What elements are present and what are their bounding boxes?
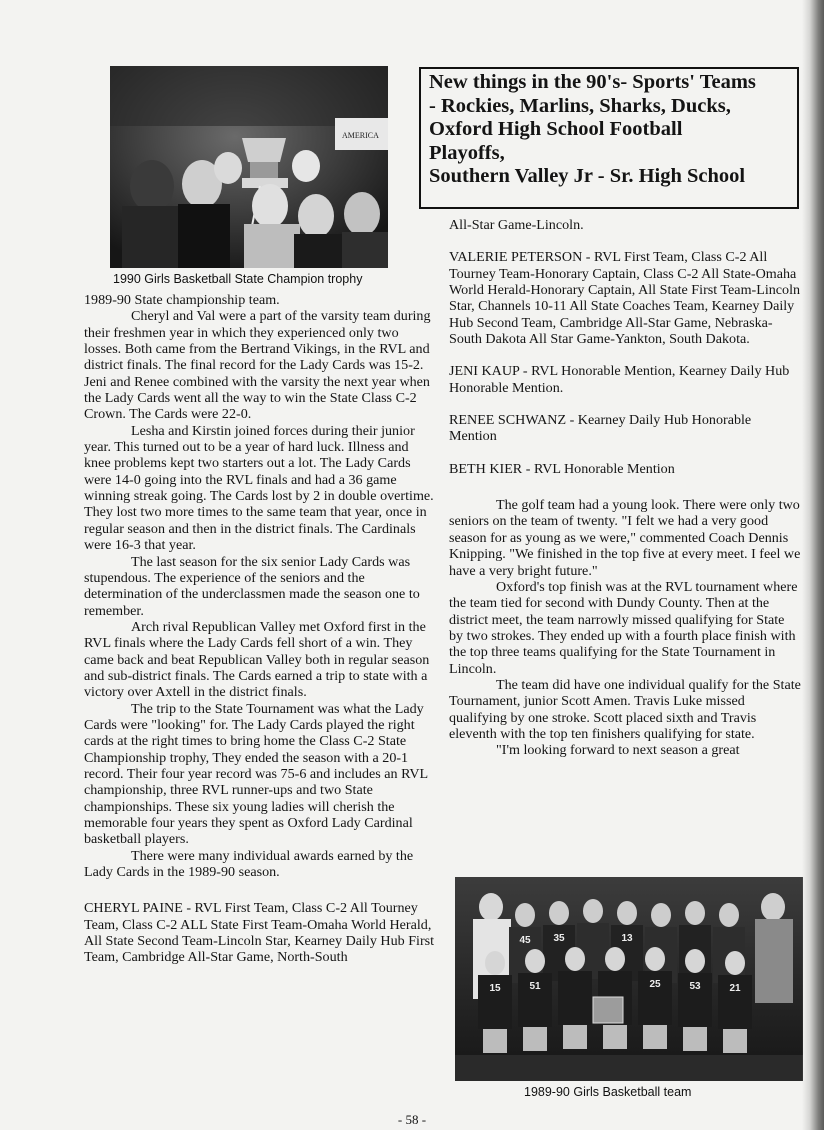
- trophy-photo: [110, 66, 388, 268]
- player-legs: [643, 1025, 667, 1049]
- player-head: [565, 947, 585, 971]
- award-paragraph: VALERIE PETERSON - RVL First Team, Class C-2 All Tourney Team-Honorary Captain, Class C-2 All State-Omaha World Herald-Honorary Captain, All State First Team-Lincoln Star, Channels 10-11 All State Coaches Team, Kearney Daily Hub Second Team, Cambridge All-Star Game, Nebraska-South Dakota All Star Game-Yankton, South Dakota.: [449, 249, 801, 348]
- player-head: [549, 901, 569, 925]
- jersey-number: 21: [729, 983, 741, 994]
- headline-line: - Rockies, Marlins, Sharks, Ducks,: [429, 94, 731, 117]
- jersey-number: 35: [553, 933, 565, 944]
- award-paragraph: RENEE SCHWANZ - Kearney Daily Hub Honorable Mention: [449, 412, 752, 445]
- player-head: [725, 951, 745, 975]
- paragraph: Cheryl and Val were a part of the varsity team during their freshmen year in which they experienced only two losses. Both came from the Bertrand Vikings, in the RVL and district finals. The final record for the Lady Cards was 15-2. Jeni and Renee combined with the varsity the next year when the Lady Cards went all the way to win the State Class C-2 Crown. The Cards were 22-0.: [84, 308, 431, 423]
- paragraph: The last season for the six senior Lady Cards was stupendous. The experience of the seniors and the determination of the underclassmen made the season one to remember.: [84, 553, 420, 619]
- headline-line: Southern Valley Jr - Sr. High School: [429, 165, 746, 187]
- paragraph: 1989-90 State championship team.: [84, 292, 280, 308]
- trophy-photo-caption: 1990 Girls Basketball State Champion trophy: [113, 272, 363, 286]
- paragraph: The team did have one individual qualify for the State Tournament, junior Scott Amen. Travis Luke missed qualifying by one stroke. Scott placed sixth and Travis eleventh with the top ten finishers qualifying for state.: [449, 676, 801, 742]
- player-legs: [523, 1027, 547, 1051]
- player-jersey: [558, 971, 592, 1025]
- player-head: [645, 947, 665, 971]
- page-number: - 58 -: [397, 1112, 427, 1127]
- player-head: [685, 949, 705, 973]
- jersey-number: 53: [689, 981, 701, 992]
- jersey-number: 45: [519, 935, 531, 946]
- award-paragraph: BETH KIER - RVL Honorable Mention: [449, 460, 675, 477]
- player-head: [617, 901, 637, 925]
- paragraph: Arch rival Republican Valley met Oxford first in the RVL finals where the Lady Cards fell short of a win. They came back and beat Republican Valley both in regular season and sub-district finals. The Cards earned a trip to state with a victory over Axtell in the district finals.: [84, 618, 430, 701]
- player-legs: [483, 1029, 507, 1053]
- jersey-number: 25: [649, 979, 661, 990]
- team-photo-caption: 1989-90 Girls Basketball team: [524, 1085, 692, 1099]
- player-legs: [683, 1027, 707, 1051]
- headline-line: New things in the 90's- Sports' Teams: [429, 71, 756, 93]
- jersey-number: 15: [489, 983, 501, 994]
- banner-sign-text: AMERICA: [342, 131, 379, 140]
- player-legs: [723, 1029, 747, 1053]
- team-photo: [455, 877, 803, 1081]
- jersey-number: 13: [621, 933, 633, 944]
- jersey-number: 51: [529, 981, 541, 992]
- player-head: [605, 947, 625, 971]
- headline-box: [419, 67, 799, 209]
- player-head: [525, 949, 545, 973]
- player-legs: [603, 1025, 627, 1049]
- award-paragraph: CHERYL PAINE - RVL First Team, Class C-2 All Tourney Team, Class C-2 ALL State First Team-Omaha World Herald, All State Second Team-Lincoln Star, Kearney Daily Hub First Team, Cambridge All-Star Game, North-South: [84, 900, 435, 966]
- paragraph: "I'm looking forward to next season a great: [496, 742, 740, 759]
- headline-line: Oxford High School Football: [429, 118, 683, 140]
- player-head: [651, 903, 671, 927]
- headline-line: Playoffs,: [429, 141, 505, 164]
- paragraph: The trip to the State Tournament was what the Lady Cards were "looking" for. The Lady Cards played the right cards at the right times to bring home the Class C-2 State Championship trophy, They ended the season with a 20-1 record. Their four year record was 75-6 and includes an RVL championship, three RVL runner-ups and two State championships. These six young ladies will cherish the memorable four years they spent as Oxford Lady Cardinal basketball players.: [84, 700, 428, 848]
- right-column: [449, 217, 801, 759]
- paragraph: Oxford's top finish was at the RVL tournament where the team tied for second with Dundy County. Then at the district meet, the team narrowly missed qualifying for State by two strokes. They ended up with a fourth place finish with the top three teams qualifying for the State Tournament in Lincoln.: [449, 578, 798, 677]
- player-head: [515, 903, 535, 927]
- player-head: [719, 903, 739, 927]
- page-edge-shadow: [802, 0, 824, 1130]
- paragraph: There were many individual awards earned by the Lady Cards in the 1989-90 season.: [84, 847, 414, 881]
- player-head: [583, 899, 603, 923]
- paragraph: All-Star Game-Lincoln.: [449, 217, 584, 233]
- player-legs: [563, 1025, 587, 1049]
- player-head: [485, 951, 505, 975]
- left-column: [84, 292, 436, 966]
- paragraph: The golf team had a young look. There were only two seniors on the team of twenty. "I felt we had a very good season for as young as we were," commented Coach Dennis Knipping. "We finished in the top five at every meet. I feel we have a very bright future.": [449, 497, 801, 579]
- paragraph: Lesha and Kirstin joined forces during their junior year. This turned out to be a year of hard luck. Illness and knee problems kept two starters out a lot. The Lady Cards were 14-0 going into the RVL finals and had a 36 game winning streak going. The Cards lost by 2 in double overtime. They lost two more times to the same team that year, once in regular season and then in the district finals. The Cardinals were 16-3 that year.: [84, 422, 434, 554]
- award-paragraph: JENI KAUP - RVL Honorable Mention, Kearney Daily Hub Honorable Mention.: [449, 363, 790, 396]
- player-head: [685, 901, 705, 925]
